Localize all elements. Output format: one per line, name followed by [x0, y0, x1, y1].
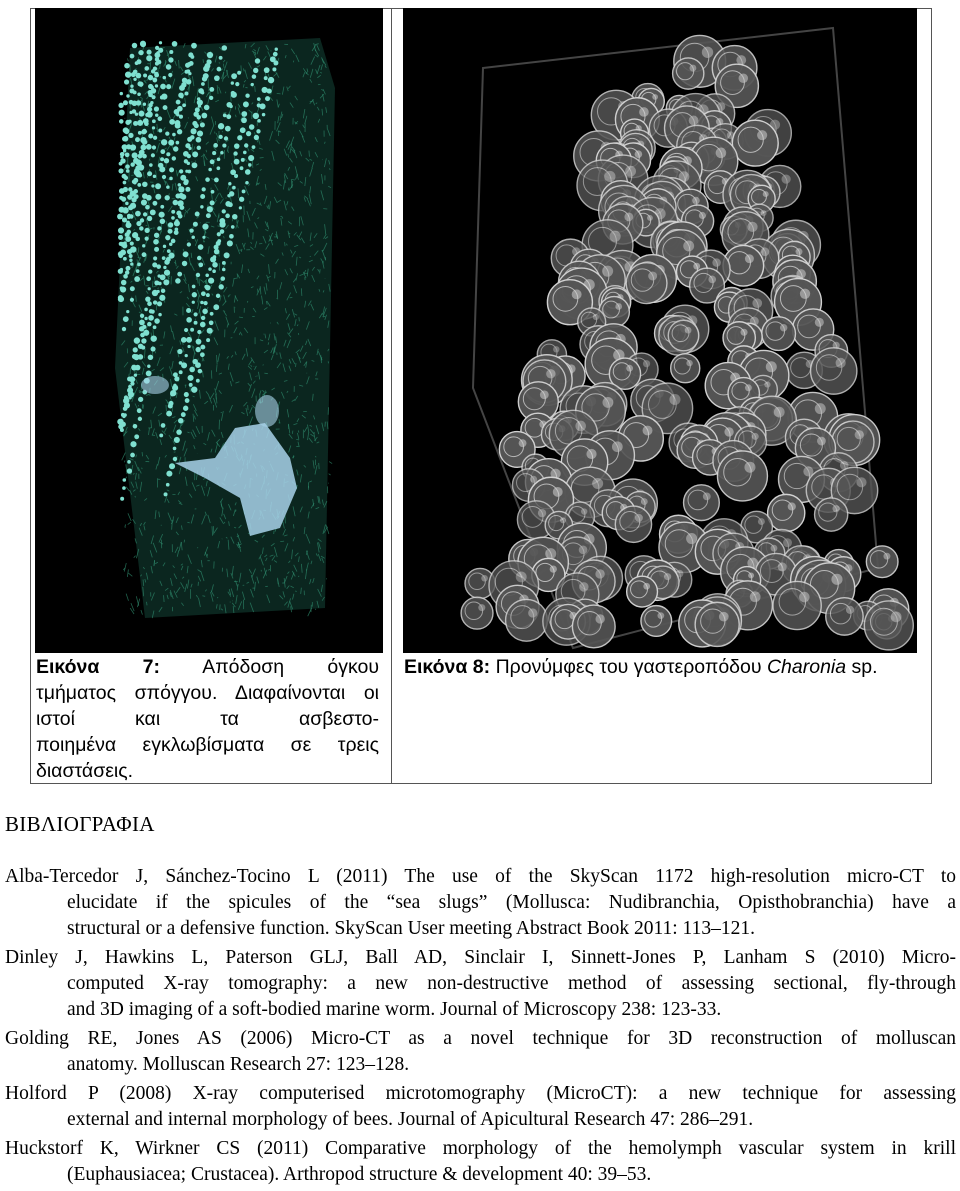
reference-line: external and internal morphology of bees. Journal of Apicultural Research 47: 286–291.	[5, 1107, 956, 1133]
reference-line: and 3D imaging of a soft-bodied marine worm. Journal of Microscopy 238: 123-33.	[5, 997, 956, 1023]
reference-line: computed X-ray tomography: a new non-destructive method of assessing sectional, fly-through	[5, 971, 956, 997]
reference-item	[5, 1026, 956, 1078]
figure-8-caption-suffix: sp.	[846, 656, 877, 678]
figure-8-caption	[404, 654, 924, 680]
bibliography-heading: ΒΙΒΛΙΟΓΡΑΦΙΑ	[5, 812, 155, 837]
figure-7-caption-line-5: διαστάσεις.	[36, 758, 379, 784]
reference-line: Dinley J, Hawkins L, Paterson GLJ, Ball AD, Sinclair I, Sinnett-Jones P, Lanham S (2010) Micro-	[5, 945, 956, 971]
figure-8-caption-text: Προνύμφες του γαστεροπόδου	[490, 656, 767, 678]
bibliography-list	[5, 864, 956, 1191]
reference-line: Huckstorf K, Wirkner CS (2011) Comparative morphology of the hemolymph vascular system in krill	[5, 1136, 956, 1162]
reference-line: Golding RE, Jones AS (2006) Micro-CT as a novel technique for 3D reconstruction of molluscan	[5, 1026, 956, 1052]
figure-7-label: Εικόνα 7:	[36, 656, 160, 678]
reference-line: Holford P (2008) X-ray computerised microtomography (MicroCT): a new technique for assessing	[5, 1081, 956, 1107]
reference-line: elucidate if the spicules of the “sea slugs” (Mollusca: Nudibranchia, Opisthobranchia) have a	[5, 890, 956, 916]
reference-line: (Euphausiacea; Crustacea). Arthropod structure & development 40: 39–53.	[5, 1162, 956, 1188]
figure-7-caption-line-2: τμήματος σπόγγου. Διαφαίνονται οι	[36, 680, 379, 706]
reference-line: anatomy. Molluscan Research 27: 123–128.	[5, 1052, 956, 1078]
reference-item	[5, 1136, 956, 1188]
figure-7-caption	[36, 654, 379, 784]
figure-7-caption-line-3: ιστοί και τα ασβεστο-	[36, 706, 379, 732]
sponge-volume-render-image	[35, 8, 383, 653]
figure-8-label: Εικόνα 8:	[404, 656, 490, 678]
reference-item	[5, 945, 956, 1023]
reference-line: Alba-Tercedor J, Sánchez-Tocino L (2011) The use of the SkyScan 1172 high-resolution micro-CT to	[5, 864, 956, 890]
figure-7-caption-line-1: Εικόνα 7: Απόδοση όγκου	[36, 654, 379, 680]
reference-item	[5, 864, 956, 942]
gastropod-larvae-render-image	[403, 8, 917, 653]
figure-7-caption-line-4: ποιημένα εγκλωβίσματα σε τρεις	[36, 732, 379, 758]
figure-8-species: Charonia	[767, 656, 846, 678]
reference-item	[5, 1081, 956, 1133]
reference-line: structural or a defensive function. SkyScan User meeting Abstract Book 2011: 113–121.	[5, 916, 956, 942]
